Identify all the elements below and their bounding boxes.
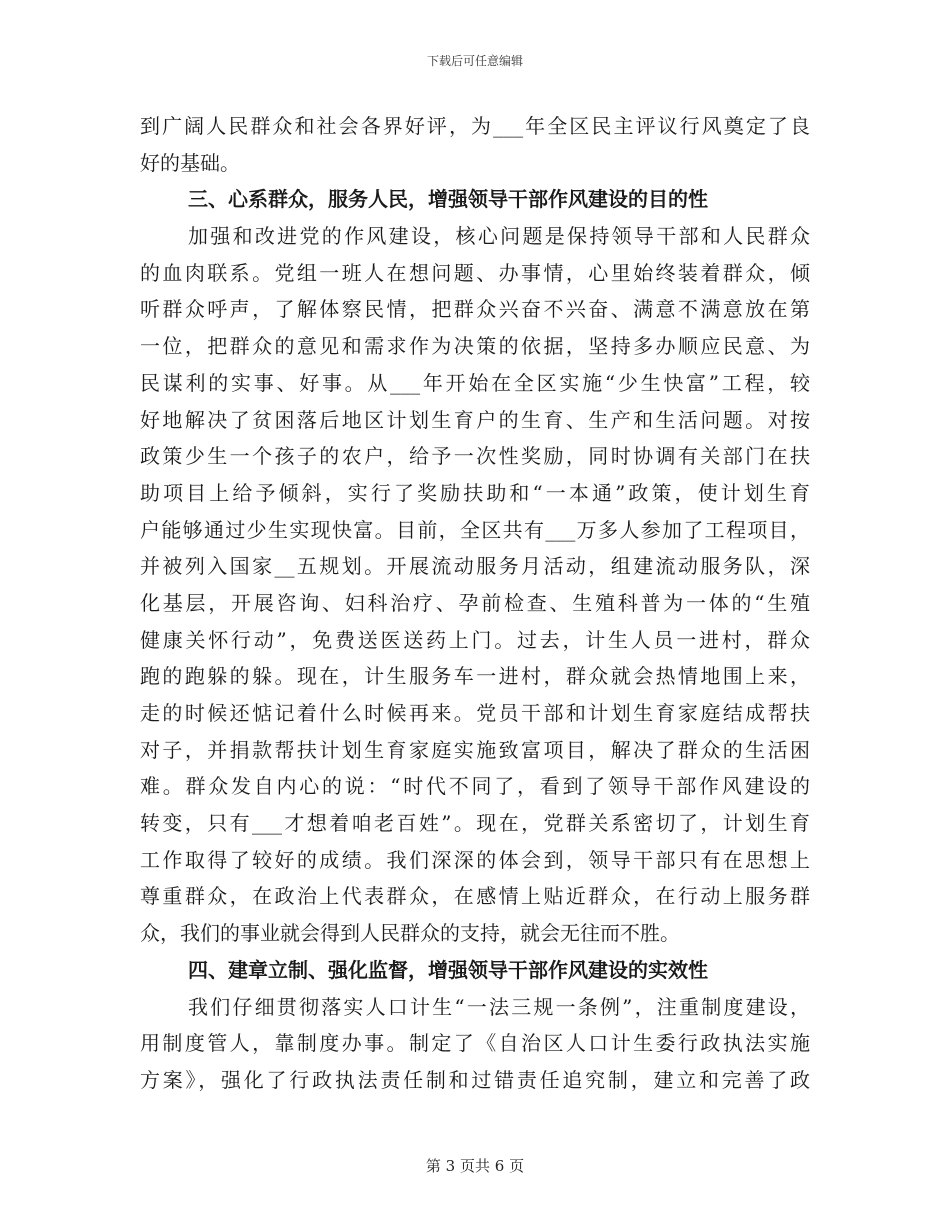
paragraph-line: 工作取得了较好的成绩。我们深深的体会到，领导干部只有在思想上 <box>140 847 810 872</box>
paragraph-line: 我们仔细贯彻落实人口计生“一法三规一条例”，注重制度建设， <box>188 994 810 1019</box>
header-note: 下载后可任意编辑 <box>426 54 523 68</box>
paragraph-line: 政策少生一个孩子的农户，给予一次性奖励，同时协调有关部门在扶 <box>140 444 810 469</box>
paragraph-line: 助项目上给予倾斜，实行了奖励扶助和“一本通”政策，使计划生育 <box>140 480 810 505</box>
paragraph-line: 对子，并捐款帮扶计划生育家庭实施致富项目，解决了群众的生活困 <box>140 737 810 762</box>
paragraph-line: 难。群众发自内心的说：“时代不同了，看到了领导干部作风建设的 <box>140 774 810 799</box>
page-footer: 第 3 页共 6 页 <box>425 1157 525 1175</box>
paragraph-line: 一位，把群众的意见和需求作为决策的依据，坚持多办顺应民意、为 <box>140 334 810 359</box>
paragraph-line: 健康关怀行动”，免费送医送药上门。过去，计生人员一进村，群众 <box>140 627 810 652</box>
paragraph-line: 跑的跑躲的躲。现在，计生服务车一进村，群众就会热情地围上来， <box>140 664 810 689</box>
section-heading: 四、建章立制、强化监督，增强领导干部作风建设的实效性 <box>188 957 708 982</box>
paragraph-line: 好地解决了贫困落后地区计划生育户的生育、生产和生活问题。对按 <box>140 407 810 432</box>
paragraph-line: 方案》，强化了行政执法责任制和过错责任追究制，建立和完善了政 <box>140 1067 810 1092</box>
paragraph-line: 尊重群众，在政治上代表群众，在感情上贴近群众，在行动上服务群 <box>140 884 810 909</box>
paragraph-line: 化基层，开展咨询、妇科治疗、孕前检查、生殖科普为一体的“生殖 <box>140 590 810 615</box>
paragraph-line: 民谋利的实事、好事。从___年开始在全区实施“少生快富”工程，较 <box>140 370 810 395</box>
paragraph-line: 户能够通过少生实现快富。目前，全区共有___万多人参加了工程项目， <box>140 517 810 542</box>
paragraph-line: 加强和改进党的作风建设，核心问题是保持领导干部和人民群众 <box>188 224 810 249</box>
paragraph-line: 并被列入国家__五规划。开展流动服务月活动，组建流动服务队，深 <box>140 554 810 579</box>
section-heading: 三、心系群众，服务人民，增强领导干部作风建设的目的性 <box>188 187 708 212</box>
paragraph-line: 听群众呼声，了解体察民情，把群众兴奋不兴奋、满意不满意放在第 <box>140 297 810 322</box>
paragraph-line: 的血肉联系。党组一班人在想问题、办事情，心里始终装着群众，倾 <box>140 260 810 285</box>
paragraph-line: 好的基础。 <box>140 150 240 175</box>
paragraph-line: 转变，只有___才想着咱老百姓”。现在，党群关系密切了，计划生育 <box>140 811 810 836</box>
document-body <box>140 108 810 1099</box>
paragraph-line: 众，我们的事业就会得到人民群众的支持，就会无往而不胜。 <box>140 921 680 946</box>
paragraph-line: 用制度管人，靠制度办事。制定了《自治区人口计生委行政执法实施 <box>140 1031 810 1056</box>
paragraph-line: 到广阔人民群众和社会各界好评，为___年全区民主评议行风奠定了良 <box>140 114 810 138</box>
paragraph-line: 走的时候还惦记着什么时候再来。党员干部和计划生育家庭结成帮扶 <box>140 701 810 725</box>
